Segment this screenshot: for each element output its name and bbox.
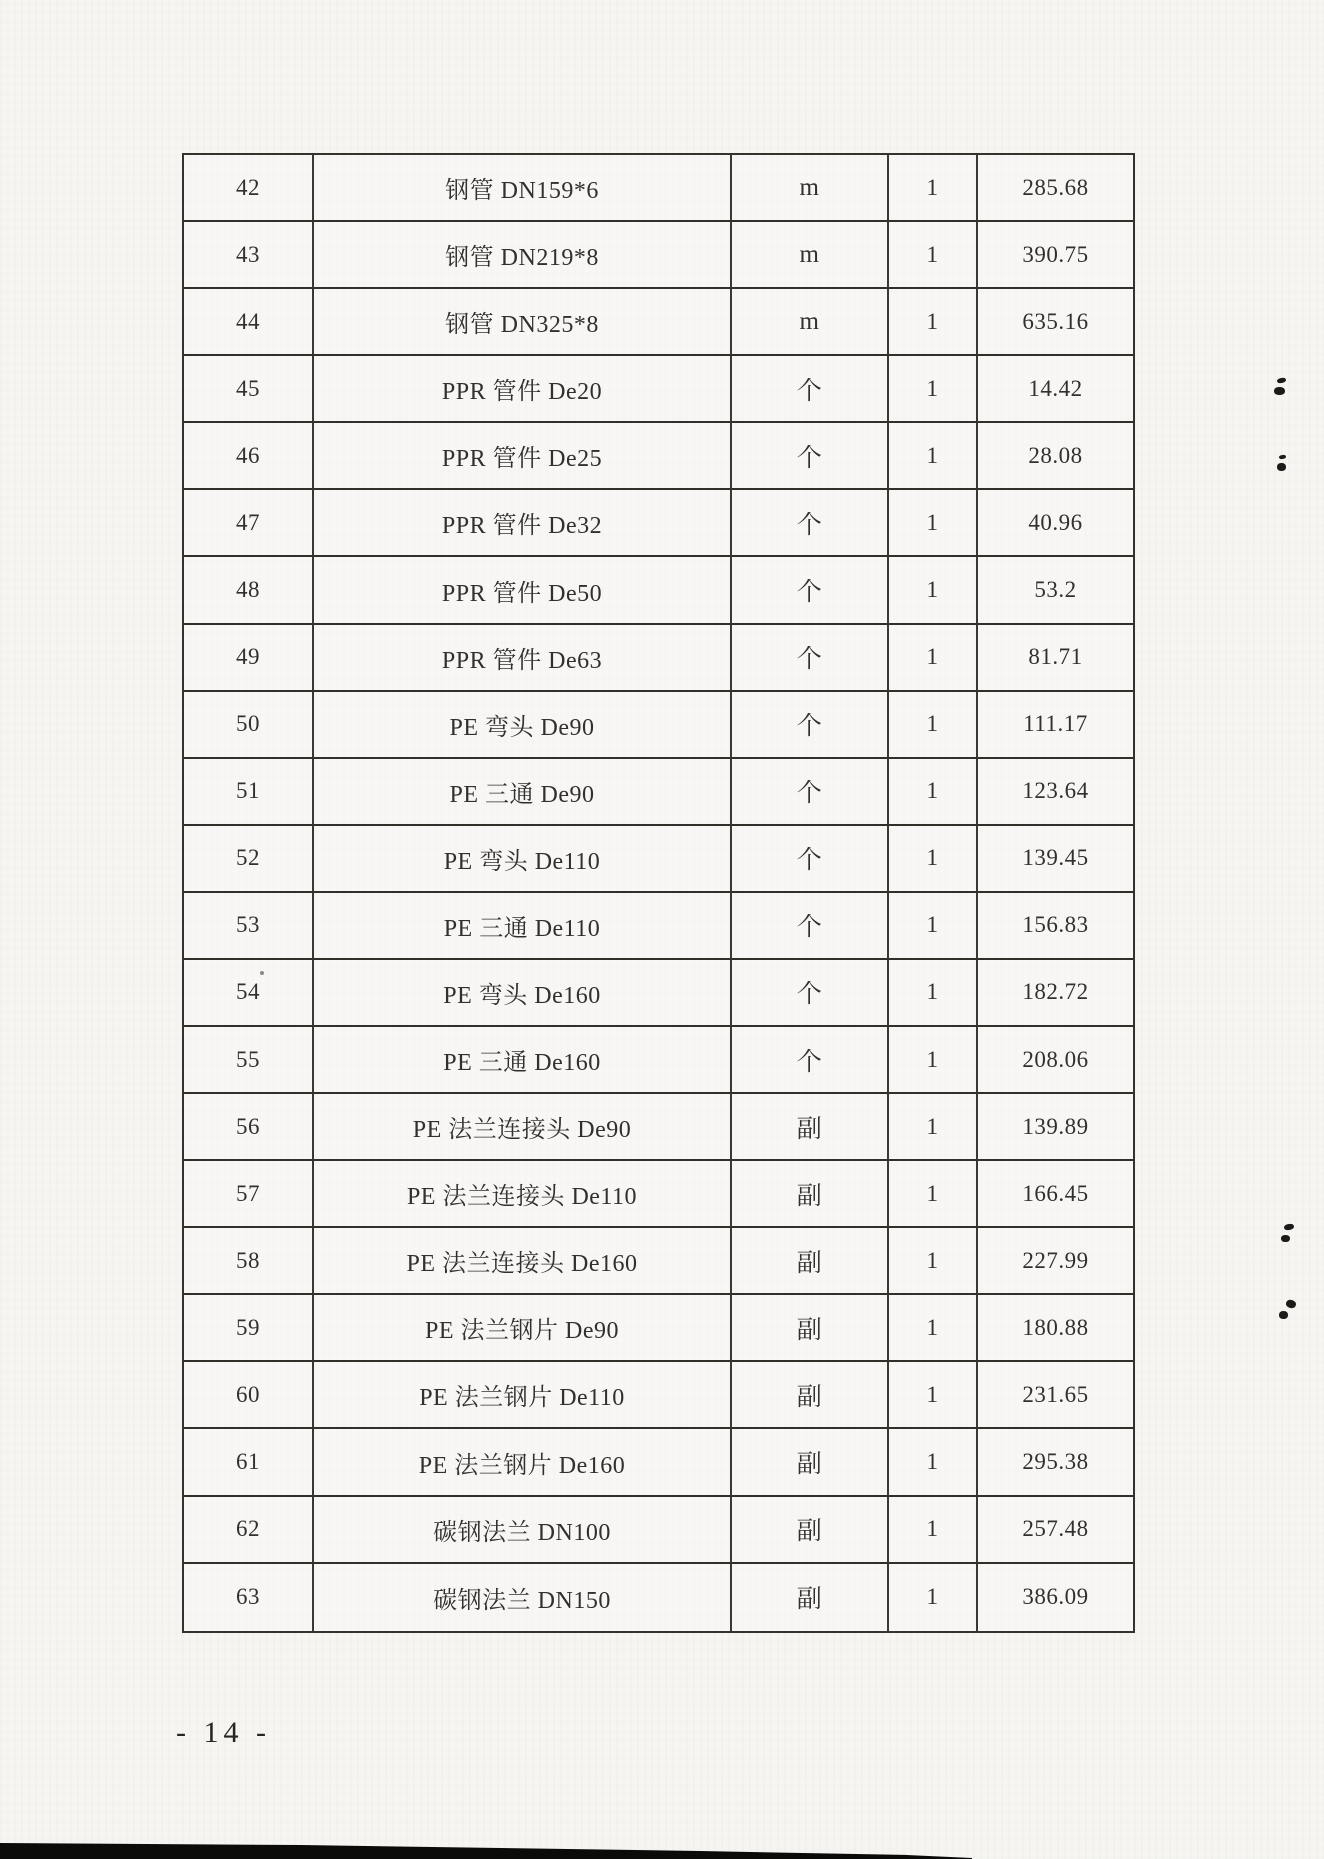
- cell-unit: m: [732, 289, 889, 356]
- cell-qty: 1: [889, 289, 978, 356]
- cell-price: 180.88: [978, 1295, 1133, 1362]
- cell-qty: 1: [889, 155, 978, 222]
- cell-price: 123.64: [978, 759, 1133, 826]
- cell-name: PE 三通 De110: [314, 893, 732, 960]
- cell-name: 碳钢法兰 DN100: [314, 1497, 732, 1564]
- ink-speck: [1274, 387, 1285, 395]
- cell-no: 56: [184, 1094, 314, 1161]
- cell-no: 49: [184, 625, 314, 692]
- cell-unit: 副: [732, 1429, 889, 1496]
- cell-price: 111.17: [978, 692, 1133, 759]
- cell-unit: 个: [732, 356, 889, 423]
- cell-no: 58: [184, 1228, 314, 1295]
- cell-no: 61: [184, 1429, 314, 1496]
- cell-price: 208.06: [978, 1027, 1133, 1094]
- cell-qty: 1: [889, 222, 978, 289]
- cell-name: PE 弯头 De160: [314, 960, 732, 1027]
- cell-price: 166.45: [978, 1161, 1133, 1228]
- cell-price: 156.83: [978, 893, 1133, 960]
- cell-no: 53: [184, 893, 314, 960]
- cell-no: 59: [184, 1295, 314, 1362]
- cell-name: PE 三通 De90: [314, 759, 732, 826]
- ink-speck: [1277, 463, 1286, 471]
- cell-no: 42: [184, 155, 314, 222]
- cell-unit: 个: [732, 1027, 889, 1094]
- cell-price: 257.48: [978, 1497, 1133, 1564]
- cell-unit: 个: [732, 826, 889, 893]
- cell-name: PE 弯头 De110: [314, 826, 732, 893]
- page-number: - 14 -: [176, 1716, 271, 1749]
- cell-no: 47: [184, 490, 314, 557]
- cell-no: 51: [184, 759, 314, 826]
- cell-no: 60: [184, 1362, 314, 1429]
- cell-no: 55: [184, 1027, 314, 1094]
- ink-speck: [1279, 1311, 1288, 1319]
- cell-unit: 副: [732, 1161, 889, 1228]
- cell-unit: 个: [732, 960, 889, 1027]
- cell-qty: 1: [889, 759, 978, 826]
- cell-name: 碳钢法兰 DN150: [314, 1564, 732, 1631]
- cell-qty: 1: [889, 490, 978, 557]
- cell-qty: 1: [889, 1362, 978, 1429]
- cell-price: 28.08: [978, 423, 1133, 490]
- cell-unit: 副: [732, 1362, 889, 1429]
- cell-no: 50: [184, 692, 314, 759]
- cell-qty: 1: [889, 1497, 978, 1564]
- cell-name: PE 法兰连接头 De90: [314, 1094, 732, 1161]
- cell-qty: 1: [889, 1027, 978, 1094]
- ink-speck: [260, 971, 264, 975]
- cell-qty: 1: [889, 960, 978, 1027]
- cell-name: PE 法兰钢片 De90: [314, 1295, 732, 1362]
- cell-name: 钢管 DN219*8: [314, 222, 732, 289]
- cell-unit: 个: [732, 759, 889, 826]
- cell-name: PE 法兰钢片 De160: [314, 1429, 732, 1496]
- cell-no: 46: [184, 423, 314, 490]
- cell-price: 635.16: [978, 289, 1133, 356]
- cell-qty: 1: [889, 1094, 978, 1161]
- cell-no: 44: [184, 289, 314, 356]
- materials-price-table: [182, 153, 1135, 1633]
- cell-unit: 个: [732, 893, 889, 960]
- cell-name: PPR 管件 De32: [314, 490, 732, 557]
- ink-speck: [1285, 1299, 1297, 1309]
- cell-qty: 1: [889, 1228, 978, 1295]
- cell-price: 182.72: [978, 960, 1133, 1027]
- cell-unit: m: [732, 155, 889, 222]
- cell-unit: 个: [732, 490, 889, 557]
- cell-name: PE 法兰钢片 De110: [314, 1362, 732, 1429]
- ink-speck: [1284, 1223, 1295, 1231]
- cell-name: PPR 管件 De20: [314, 356, 732, 423]
- cell-unit: m: [732, 222, 889, 289]
- cell-price: 390.75: [978, 222, 1133, 289]
- cell-name: 钢管 DN159*6: [314, 155, 732, 222]
- cell-name: PE 弯头 De90: [314, 692, 732, 759]
- ink-speck: [1281, 1235, 1290, 1242]
- cell-price: 139.89: [978, 1094, 1133, 1161]
- cell-price: 14.42: [978, 356, 1133, 423]
- cell-qty: 1: [889, 356, 978, 423]
- cell-no: 52: [184, 826, 314, 893]
- scan-edge-shadow: [0, 1842, 972, 1859]
- cell-unit: 个: [732, 692, 889, 759]
- cell-no: 48: [184, 557, 314, 624]
- cell-name: PPR 管件 De25: [314, 423, 732, 490]
- cell-unit: 个: [732, 625, 889, 692]
- cell-name: PE 法兰连接头 De160: [314, 1228, 732, 1295]
- cell-unit: 个: [732, 557, 889, 624]
- ink-speck: [1277, 377, 1287, 384]
- cell-unit: 副: [732, 1094, 889, 1161]
- cell-name: 钢管 DN325*8: [314, 289, 732, 356]
- cell-name: PE 三通 De160: [314, 1027, 732, 1094]
- cell-qty: 1: [889, 692, 978, 759]
- ink-speck: [1279, 455, 1286, 460]
- cell-unit: 个: [732, 423, 889, 490]
- cell-no: 43: [184, 222, 314, 289]
- cell-unit: 副: [732, 1228, 889, 1295]
- cell-qty: 1: [889, 1564, 978, 1631]
- cell-qty: 1: [889, 625, 978, 692]
- cell-qty: 1: [889, 893, 978, 960]
- cell-name: PE 法兰连接头 De110: [314, 1161, 732, 1228]
- cell-qty: 1: [889, 423, 978, 490]
- cell-price: 40.96: [978, 490, 1133, 557]
- cell-unit: 副: [732, 1497, 889, 1564]
- cell-qty: 1: [889, 1161, 978, 1228]
- cell-price: 81.71: [978, 625, 1133, 692]
- cell-qty: 1: [889, 1295, 978, 1362]
- cell-name: PPR 管件 De50: [314, 557, 732, 624]
- cell-no: 54: [184, 960, 314, 1027]
- cell-price: 231.65: [978, 1362, 1133, 1429]
- cell-price: 227.99: [978, 1228, 1133, 1295]
- cell-qty: 1: [889, 557, 978, 624]
- cell-price: 139.45: [978, 826, 1133, 893]
- cell-price: 285.68: [978, 155, 1133, 222]
- cell-price: 53.2: [978, 557, 1133, 624]
- cell-no: 63: [184, 1564, 314, 1631]
- cell-no: 62: [184, 1497, 314, 1564]
- cell-price: 386.09: [1022, 1584, 1089, 1610]
- cell-price: 295.38: [978, 1429, 1133, 1496]
- cell-name: PPR 管件 De63: [314, 625, 732, 692]
- cell-qty: 1: [889, 826, 978, 893]
- cell-no: 45: [184, 356, 314, 423]
- cell-qty: 1: [889, 1429, 978, 1496]
- cell-unit: 副: [732, 1295, 889, 1362]
- cell-no: 57: [184, 1161, 314, 1228]
- cell-unit: 副: [732, 1564, 889, 1631]
